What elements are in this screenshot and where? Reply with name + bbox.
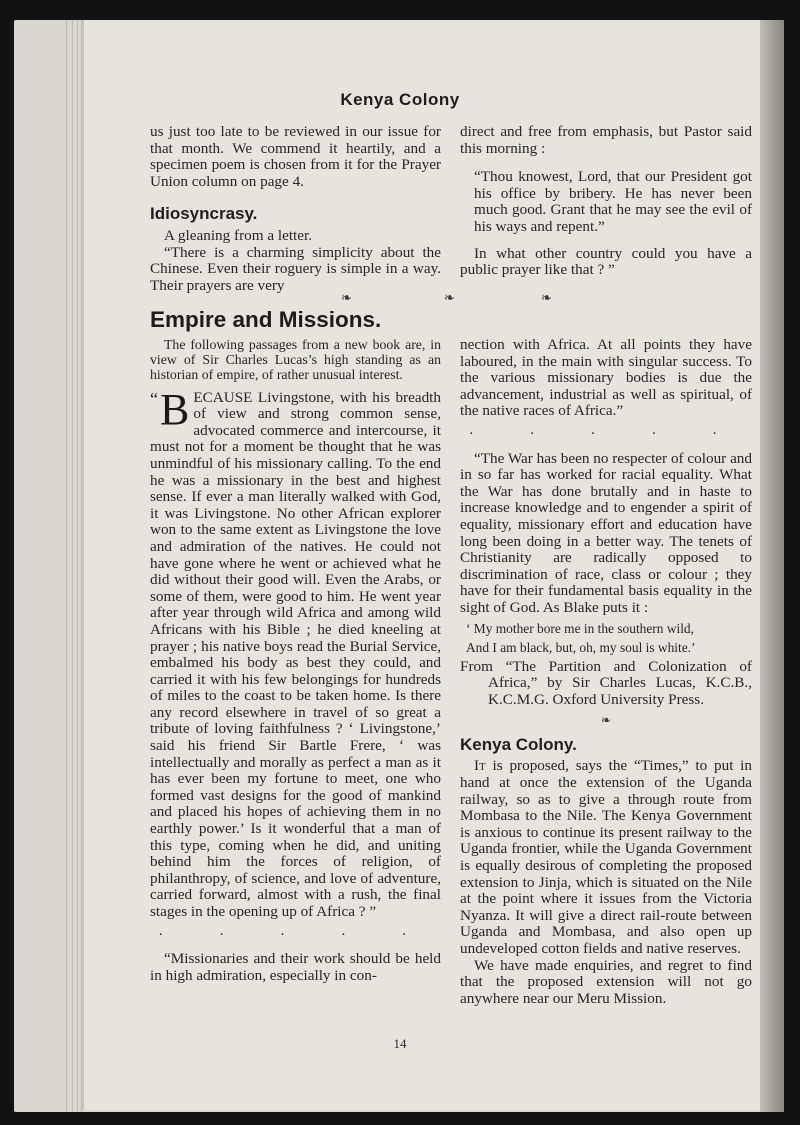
page-edge — [77, 20, 78, 1112]
idiosyncrasy-intro: A gleaning from a letter. — [164, 226, 313, 244]
running-head: Kenya Colony — [340, 90, 460, 109]
page-edge — [81, 20, 82, 1112]
ornament-icon: ❧ — [444, 291, 455, 306]
kenya-lead-word: It — [474, 757, 486, 775]
ellipsis-dots: · · · · · — [468, 424, 744, 442]
livingstone-text: ECAUSE Livingstone, with his breadth of view and strong common sense, advocated commerce and intercourse, it must not for a moment be thought that he was unmindful of his missionary calling. To the end he was a missionary in the best and highest sense. If ever a man literally walked with God, it was Livingstone. No other African explorer won to the same extent as Livingstone the love and admiration of the natives. He could not have gone where he went or achieved what he did without their good will. Even the Arabs, or some of them, were good to him. He went year after year through wild Africa and among wild Africans with his Bible ; he died kneeling at prayer ; his native boys read the Burial Service, embalmed his body as best they could, and carried it with his few belongings for hundreds of miles to the coast to be taken home. Is there any record elsewhere in travel of so great a tribute of loving faithfulness ? ‘ Livingstone,’ said his friend Sir Bartle Frere, ‘ was intellectually and morally as perfect a man as it has ever been my fortune to meet, one who formed vast designs for the good of mankind and placed his hopes of achieving them in no earthly power.’ Is it wonderful that a man of this type, coming when he did, and uniting behind him the forces of religion, of philanthropy, of science, and love of adventure, carried forward, almost with a rush, the final stages in the opening up of Africa ? ” — [150, 388, 441, 920]
empire-left-column — [150, 307, 441, 984]
idiosyncrasy-continuation: direct and free from emphasis, but Pastor said this morning : — [460, 123, 752, 157]
top-right-column — [460, 124, 752, 279]
kenya-paragraph-2: We have made enquiries, and regret to find that the proposed extension will not go anywhere near our Meru Mission. — [460, 956, 752, 1007]
empire-heading: Empire and Missions. — [150, 307, 382, 332]
idiosyncrasy-quote: “There is a charming simplicity about the Chinese. Even their roguery is simple in a way. Their prayers are very — [150, 243, 441, 294]
page-edge — [66, 20, 67, 1112]
war-paragraph: “The War has been no respecter of colour and in so far has worked for racial equality. What the War has done brutally and in haste to increase knowledge and to engender a spirit of equality, missionary effort and education have long been doing in a better way. The tenets of Christianity are radically opposed to discrimination of race, class or colour ; they have for their fundamental basis equality in the sight of God. As Blake puts it : — [460, 449, 752, 616]
ornament-icon: ❧ — [541, 291, 552, 306]
dropcap-letter: B — [160, 384, 190, 434]
dropcap-quote: “ — [150, 388, 158, 409]
prayer-quote: “Thou knowest, Lord, that our President got his office by bribery. He has never been much good. Grant that he may see the evil of his ways and repent.” — [474, 168, 752, 235]
ornament-icon: ❧ — [341, 291, 352, 306]
missionaries-paragraph-cont: nection with Africa. At all points they have laboured, in the main with singular success. To the various missionary bodies is due the advancement, industrial as well as spiritual, of the native races of Africa.” — [460, 336, 752, 420]
page-edge — [72, 20, 73, 1112]
livingstone-paragraph — [150, 384, 441, 921]
page-number: 14 — [393, 1036, 407, 1051]
empire-intro: The following passages from a new book are, in view of Sir Charles Lucas’s high standing as an historian of empire, of rather unusual interest. — [150, 336, 441, 382]
kenya-heading: Kenya Colony. — [460, 734, 577, 754]
ellipsis-dots: · · · · · — [158, 925, 433, 943]
empire-right-column — [460, 337, 752, 1007]
binding-shadow — [760, 20, 784, 1112]
continuation-paragraph: us just too late to be reviewed in our issue for that month. We commend it heartily, and a specimen poem is chosen from it for the Prayer Union column on page 4. — [150, 123, 441, 190]
idiosyncrasy-heading: Idiosyncrasy. — [150, 204, 258, 224]
missionaries-paragraph-start: “Missionaries and their work should be held in high admiration, especially in con- — [150, 950, 441, 984]
kenya-paragraph-1-text: is proposed, says the “Times,” to put in hand at once the extension of the Uganda railway, so as to give a through route from Mombasa to the Nile. The Kenya Government is anxious to continue its present railway to the Uganda frontier, while the Uganda Government is equally desirous of completing the proposed extension to Jinja, which is situated on the Nile at the point where it issues from the Victoria Nyanza. It will give a direct rail-route between Uganda and Mombasa, and also open up undeveloped cotton fields and native reserves. — [460, 757, 752, 957]
top-left-column — [150, 124, 441, 294]
ornament-icon: ❧ — [600, 713, 612, 728]
blake-poem-line-1: ‘ My mother bore me in the southern wild, — [466, 620, 694, 636]
kenya-paragraph-1 — [460, 758, 752, 957]
blake-poem-line-2: And I am black, but, oh, my soul is white.’ — [466, 639, 696, 655]
idiosyncrasy-closing: In what other country could you have a public prayer like that ? ” — [460, 244, 752, 279]
book-source: From “The Partition and Colonization of Africa,” by Sir Charles Lucas, K.C.B., K.C.M.G. Oxford University Press. — [460, 657, 752, 708]
